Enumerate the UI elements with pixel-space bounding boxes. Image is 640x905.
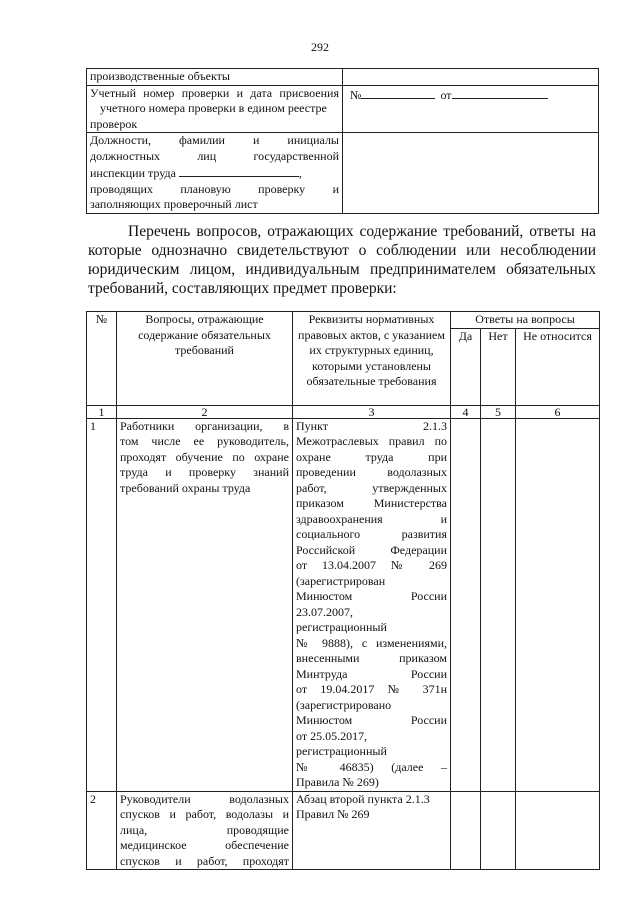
question-line: лица, проводящие: [120, 822, 289, 837]
row-requisites: [293, 418, 451, 791]
intro-paragraph: [88, 222, 596, 298]
info-label-objects: производственные объекты: [87, 69, 343, 86]
requisite-line: регистрационный: [296, 620, 387, 634]
label-line: учетного номера проверки в едином реестре: [100, 101, 327, 115]
question-line: спусков и работ, водолазы и: [120, 807, 289, 821]
requisite-line: (зарегистрировано: [296, 697, 392, 712]
info-row-inspectors: [87, 133, 599, 214]
requisite-line: Пункт 2.1.3: [296, 418, 447, 433]
requisite-line: охране труда при: [296, 449, 447, 464]
requisite-line: Минюстом России: [296, 589, 447, 603]
col-number: 1: [87, 405, 117, 418]
requisite-line: от 25.05.2017,: [296, 728, 368, 743]
info-value-objects[interactable]: [343, 69, 599, 86]
answer-yes-cell[interactable]: [451, 418, 481, 791]
row-num: 2: [87, 791, 117, 870]
header-num: №: [87, 312, 117, 406]
requisite-line: (зарегистрирован: [296, 573, 386, 588]
header-answers: Ответы на вопросы: [451, 312, 600, 329]
row-num: 1: [87, 418, 117, 791]
col-number: 3: [293, 405, 451, 418]
col-number: 2: [117, 405, 293, 418]
requisite-line: Российской Федерации: [296, 542, 447, 557]
table-row: [87, 418, 600, 791]
col-number: 5: [481, 405, 516, 418]
inspectors-blank[interactable]: [179, 164, 299, 177]
header-requisites: Реквизиты нормативных правовых актов, с указанием их структурных единиц, которыми установлены обязательные требования: [293, 312, 451, 406]
requisite-line: регистрационный: [296, 744, 387, 758]
requisite-line: № 46835) (далее –: [296, 759, 447, 774]
label-text: инспекции труда: [90, 166, 176, 180]
row-requisites: [293, 791, 451, 870]
question-line: Руководители водолазных: [120, 791, 289, 806]
number-blank[interactable]: [361, 86, 435, 99]
requisite-line: от 19.04.2017 № 371н: [296, 682, 447, 696]
page-number: 292: [311, 40, 329, 54]
label-line: заполняющих проверочный лист: [90, 197, 258, 211]
requisite-line: социального развития: [296, 527, 447, 541]
answer-na-cell[interactable]: [516, 418, 600, 791]
question-line: спусков и работ, проходят: [120, 853, 289, 868]
requisite-line: Правила № 269): [296, 775, 379, 789]
question-line: том числе ее руководитель,: [120, 434, 289, 448]
header-yes: Да: [451, 328, 481, 405]
col-number: 6: [516, 405, 600, 418]
checklist-table: [86, 311, 600, 870]
column-number-row: [87, 405, 600, 418]
table-row: [87, 791, 600, 870]
question-line: требований охраны труда: [120, 480, 251, 495]
question-line: проходят обучение по охране: [120, 449, 289, 464]
answer-yes-cell[interactable]: [451, 791, 481, 870]
requisite-line: Минтруда России: [296, 666, 447, 681]
info-value-registry-number[interactable]: [343, 85, 599, 133]
requisite-line: 23.07.2007,: [296, 604, 353, 619]
header-row: [87, 312, 600, 329]
requisite-line: от 13.04.2007 № 269: [296, 558, 447, 572]
col-number: 4: [451, 405, 481, 418]
requisite-line: Правил № 269: [296, 807, 370, 821]
question-line: Работники организации, в: [120, 418, 289, 433]
comma: ,: [298, 166, 302, 180]
row-question: [117, 791, 293, 870]
requisite-line: проведении водолазных: [296, 465, 447, 479]
requisite-line: здравоохранения и: [296, 511, 447, 526]
label-line: [90, 164, 339, 182]
requisite-line: Межотраслевых правил по: [296, 434, 447, 448]
date-blank[interactable]: [452, 86, 548, 99]
requisite-line: Абзац второй пункта 2.1.3: [296, 791, 430, 806]
info-label-registry-number: [87, 85, 343, 133]
requisite-line: Минюстом России: [296, 713, 447, 727]
info-label-inspectors: [87, 133, 343, 214]
label-line: проводящих плановую проверку и: [90, 181, 339, 196]
info-table: [86, 68, 599, 214]
info-row-registry-number: [87, 85, 599, 133]
requisite-line: внесенными приказом: [296, 651, 447, 665]
answer-no-cell[interactable]: [481, 791, 516, 870]
label-line: Должности, фамилии и инициалы: [90, 133, 339, 147]
info-row-objects: [87, 69, 599, 86]
label-line: проверок: [90, 116, 138, 131]
header-no: Нет: [481, 328, 516, 405]
requisite-line: № 9888), с изменениями,: [296, 635, 447, 650]
requisite-line: приказом Министерства: [296, 496, 447, 510]
from-label: от: [440, 87, 452, 102]
info-value-inspectors[interactable]: [343, 133, 599, 214]
question-line: труда и проверку знаний: [120, 465, 289, 479]
intro-text: Перечень вопросов, отражающих содержание требований, ответы на которые однозначно свидетельствуют о соблюдении или несоблюдении юридическим лицом, индивидуальным предпринимателем обязательных требований, составляющих предмет проверки:: [88, 223, 596, 297]
header-question: Вопросы, отражающие содержание обязательных требований: [117, 312, 293, 406]
label-line: должностных лиц государственной: [90, 148, 339, 163]
requisite-line: работ, утвержденных: [296, 480, 447, 495]
header-na: Не относится: [516, 328, 600, 405]
label-line: Учетный номер проверки и дата присвоения: [90, 85, 339, 100]
question-line: медицинское обеспечение: [120, 838, 289, 852]
answer-no-cell[interactable]: [481, 418, 516, 791]
row-question: [117, 418, 293, 791]
answer-na-cell[interactable]: [516, 791, 600, 870]
number-sign: №: [350, 87, 362, 102]
